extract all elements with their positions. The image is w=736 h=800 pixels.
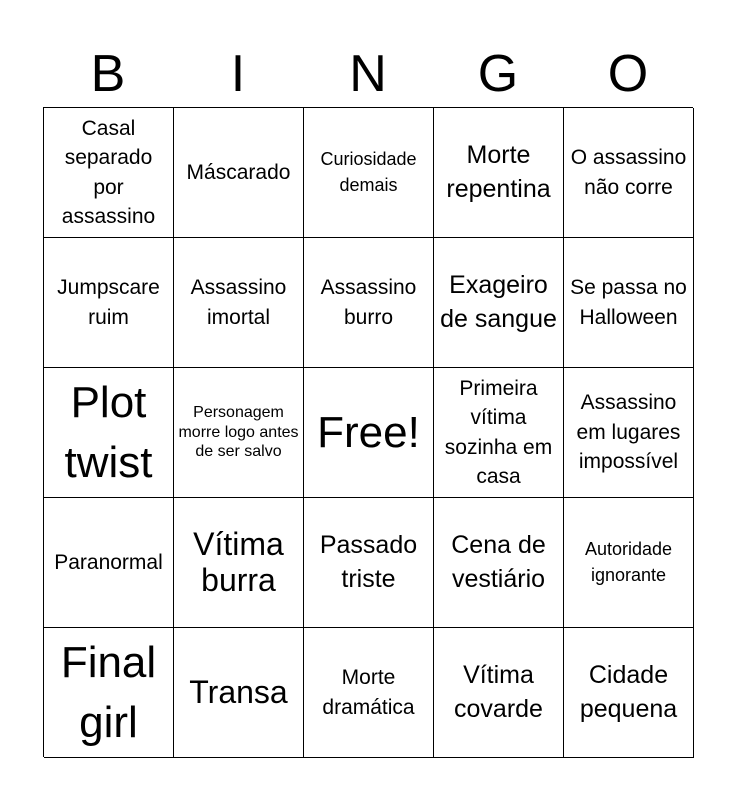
bingo-header <box>43 40 693 108</box>
bingo-cell[interactable] <box>304 498 434 628</box>
cell-text: Curiosidade demais <box>320 149 417 195</box>
cell-text: Final girl <box>60 638 157 747</box>
cell-text: Transa <box>189 673 288 710</box>
bingo-cell[interactable] <box>434 108 564 238</box>
cell-text: Jumpscare ruim <box>57 276 160 329</box>
bingo-cell[interactable] <box>564 108 694 238</box>
cell-text: O assassino não corre <box>570 146 687 199</box>
header-letter-g: G <box>477 45 519 103</box>
cell-text: Cena de vestiário <box>451 530 546 593</box>
bingo-cell[interactable] <box>174 108 304 238</box>
bingo-cell[interactable] <box>564 498 694 628</box>
bingo-cell[interactable] <box>434 628 564 758</box>
bingo-cell[interactable] <box>174 498 304 628</box>
bingo-cell[interactable] <box>434 368 564 498</box>
cell-text: Autoridade ignorante <box>584 539 673 585</box>
cell-text: Passado triste <box>319 530 418 593</box>
bingo-cell[interactable] <box>44 628 174 758</box>
cell-text: Vítima covarde <box>454 660 543 723</box>
cell-text: Free! <box>317 407 420 457</box>
cell-text: Primeira vítima sozinha em casa <box>444 376 553 488</box>
header-letter-b: B <box>90 45 126 103</box>
bingo-cell[interactable] <box>434 238 564 368</box>
bingo-cell[interactable] <box>304 628 434 758</box>
bingo-cell[interactable] <box>304 238 434 368</box>
header-letter-n: N <box>349 45 387 103</box>
bingo-cell[interactable] <box>434 498 564 628</box>
cell-text: Assassino burro <box>320 276 417 329</box>
cell-text: Se passa no Halloween <box>570 276 687 329</box>
cell-text: Assassino imortal <box>190 276 287 329</box>
bingo-cell[interactable] <box>44 498 174 628</box>
bingo-cell[interactable] <box>304 108 434 238</box>
bingo-cell[interactable] <box>564 628 694 758</box>
cell-text: Morte dramática <box>322 666 415 719</box>
cell-text: Personagem morre logo antes de ser salvo <box>178 404 299 461</box>
bingo-cell[interactable] <box>44 238 174 368</box>
bingo-cell[interactable] <box>564 238 694 368</box>
bingo-cell[interactable] <box>564 368 694 498</box>
bingo-cell[interactable] <box>174 238 304 368</box>
cell-text: Paranormal <box>54 550 163 574</box>
bingo-board <box>43 107 693 757</box>
bingo-cell[interactable] <box>44 108 174 238</box>
cell-text: Máscarado <box>186 160 291 184</box>
cell-text: Morte repentina <box>446 140 551 203</box>
cell-text: Casal separado por assassino <box>61 116 156 228</box>
header-letter-o: O <box>607 45 649 103</box>
cell-text: Plot twist <box>64 378 153 487</box>
bingo-cell[interactable] <box>174 368 304 498</box>
bingo-cell[interactable] <box>174 628 304 758</box>
cell-text: Cidade pequena <box>579 660 678 723</box>
cell-text: Assassino em lugares impossível <box>576 391 681 474</box>
header-letter-i: I <box>230 45 246 103</box>
bingo-cell[interactable] <box>44 368 174 498</box>
free-space-cell[interactable] <box>304 368 434 498</box>
cell-text: Vítima burra <box>193 526 284 598</box>
cell-text: Exageiro de sangue <box>440 270 557 333</box>
